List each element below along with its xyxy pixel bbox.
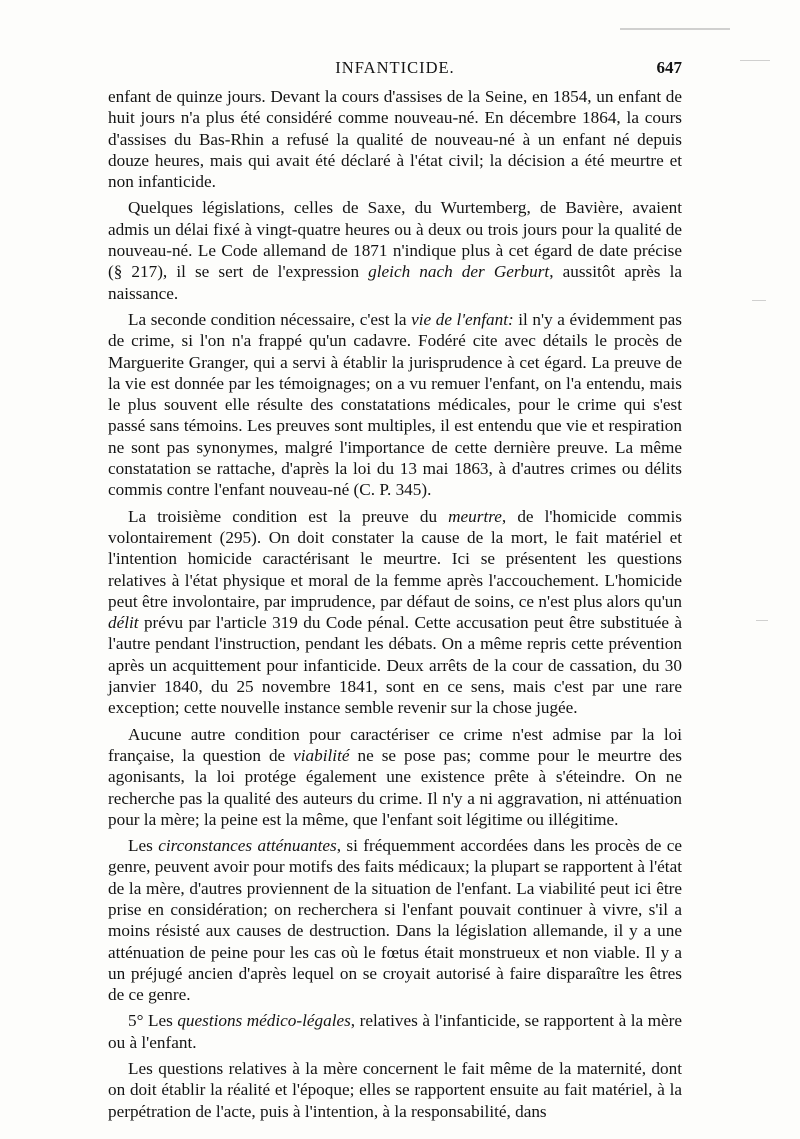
running-title: INFANTICIDE. <box>335 58 455 77</box>
text-run: ne se pose pas; comme pour le meurtre des agonisants, la loi protége également une existence prête à s'éteindre. On ne recherche pas la qualité des auteurs du crime. Il n'y a ni aggravation, ni atténuation pour la mère; la peine est la même, que l'enfant soit légitime ou illégitime. <box>108 745 682 829</box>
text-run: Aucune autre condition pour caractériser ce crime n'est admise par la loi française, la question de <box>108 724 682 765</box>
text-run: Quelques législations, celles de Saxe, du Wurtemberg, de Bavière, avaient admis un délai fixé à vingt-quatre heures ou à deux ou trois jours pour la qualité de nouveau-né. Le Code allemand de 1871 n'indique plus à cet égard de date précise (§ 217), il se sert de l'expression <box>108 198 682 282</box>
paragraph <box>108 197 682 303</box>
paragraph <box>108 506 682 719</box>
body-text <box>108 86 682 1127</box>
text-run: 5° Les <box>128 1011 178 1031</box>
italic-phrase: délit <box>108 613 139 633</box>
text-run: La troisième condition est la preuve du <box>128 506 449 526</box>
italic-phrase: questions médico-légales <box>177 1011 351 1031</box>
italic-phrase: vie de l'enfant: <box>411 309 514 329</box>
paragraph <box>108 1058 682 1122</box>
italic-phrase: viabilité <box>293 745 350 765</box>
text-run: La seconde condition nécessaire, c'est la <box>128 309 412 329</box>
scan-artifact <box>756 620 768 621</box>
scan-artifact <box>740 60 770 61</box>
text-run: Les questions relatives à la mère concernent le fait même de la maternité, dont on doit établir la réalité et l'époque; elles se rapportent ensuite au fait matériel, à la perpétration de l'acte, puis à l'intention, à la responsabilité, dans <box>108 1059 682 1121</box>
paragraph <box>108 835 682 1005</box>
paragraph <box>108 309 682 501</box>
text-run: il n'y a évidemment pas de crime, si l'on n'a frappé qu'un cadavre. Fodéré cite avec détails le procès de Marguerite Granger, qui a servi à établir la jurisprudence à cet égard. La preuve de la vie est donnée par les témoignages; on a vu remuer l'enfant, on l'a entendu, mais le plus souvent elle résulte des constatations médicales, pour le crime qui s'est passé sans témoins. Les preuves sont multiples, il est entendu que vie et respiration ne sont pas synonymes, malgré l'importance de cette dernière preuve. La même constatation se rattache, d'après la loi du 13 mai 1863, à d'autres crimes ou délits commis contre l'enfant nouveau-né (C. P. 345). <box>108 309 682 500</box>
text-run: , relatives à l'infanticide, se rapportent à la mère ou à l'enfant. <box>108 1011 682 1052</box>
text-run: , de l'homicide commis volontairement (295). On doit constater la cause de la mort, le fait matériel et l'intention homicide caractérisant le meurtre. Ici se présentent les questions relatives à l'état physique et moral de la femme après l'accouchement. L'homicide peut être involontaire, par imprudence, par défaut de soins, ce n'est plus alors qu'un <box>108 506 682 611</box>
page-number: 647 <box>656 58 682 77</box>
paragraph <box>108 1010 682 1053</box>
italic-phrase: gleich nach der Gerburt <box>368 262 550 282</box>
scan-artifact <box>752 300 766 301</box>
italic-phrase: circonstances atténuantes <box>158 836 337 856</box>
text-run: , si fréquemment accordées dans les procès de ce genre, peuvent avoir pour motifs des faits médicaux; la plupart se rapportent à l'état de la mère, d'autres proviennent de la situation de l'enfant. La viabilité peut ici être prise en considération; on recherchera si l'enfant pouvait continuer à vivre, s'il a moins résisté aux causes de destruction. Dans la législation allemande, il y a une atténuation de peine pour les cas où le fœtus était monstrueux et non viable. Il y a un préjugé ancien d'après lequel on se croyait autorisé à faire disparaître les êtres de ce genre. <box>108 836 682 1005</box>
text-run: prévu par l'article 319 du Code pénal. Cette accusation peut être substituée à l'autre pendant l'instruction, pendant les débats. On a même repris cette prévention après un acquittement pour infanticide. Deux arrêts de la cour de cassation, du 30 janvier 1840, du 25 novembre 1841, sont en ce sens, mais c'est par une rare exception; cette nouvelle instance semble revenir sur la chose jugée. <box>108 613 682 718</box>
text-run: enfant de quinze jours. Devant la cours d'assises de la Seine, en 1854, un enfant de huit jours n'a plus été considéré comme nouveau-né. En décembre 1864, la cours d'assises du Bas-Rhin a refusé la qualité de nouveau-né à un enfant né depuis douze heures, mais qui avait été déclaré à l'état civil; la décision a été meurtre et non infanticide. <box>108 87 682 192</box>
paragraph <box>108 86 682 192</box>
italic-phrase: meurtre <box>448 506 502 526</box>
scan-artifact <box>620 28 730 30</box>
running-header <box>108 58 682 82</box>
text-run: Les <box>128 836 159 856</box>
paragraph <box>108 724 682 830</box>
text-run: , aussitôt après la naissance. <box>108 262 683 303</box>
